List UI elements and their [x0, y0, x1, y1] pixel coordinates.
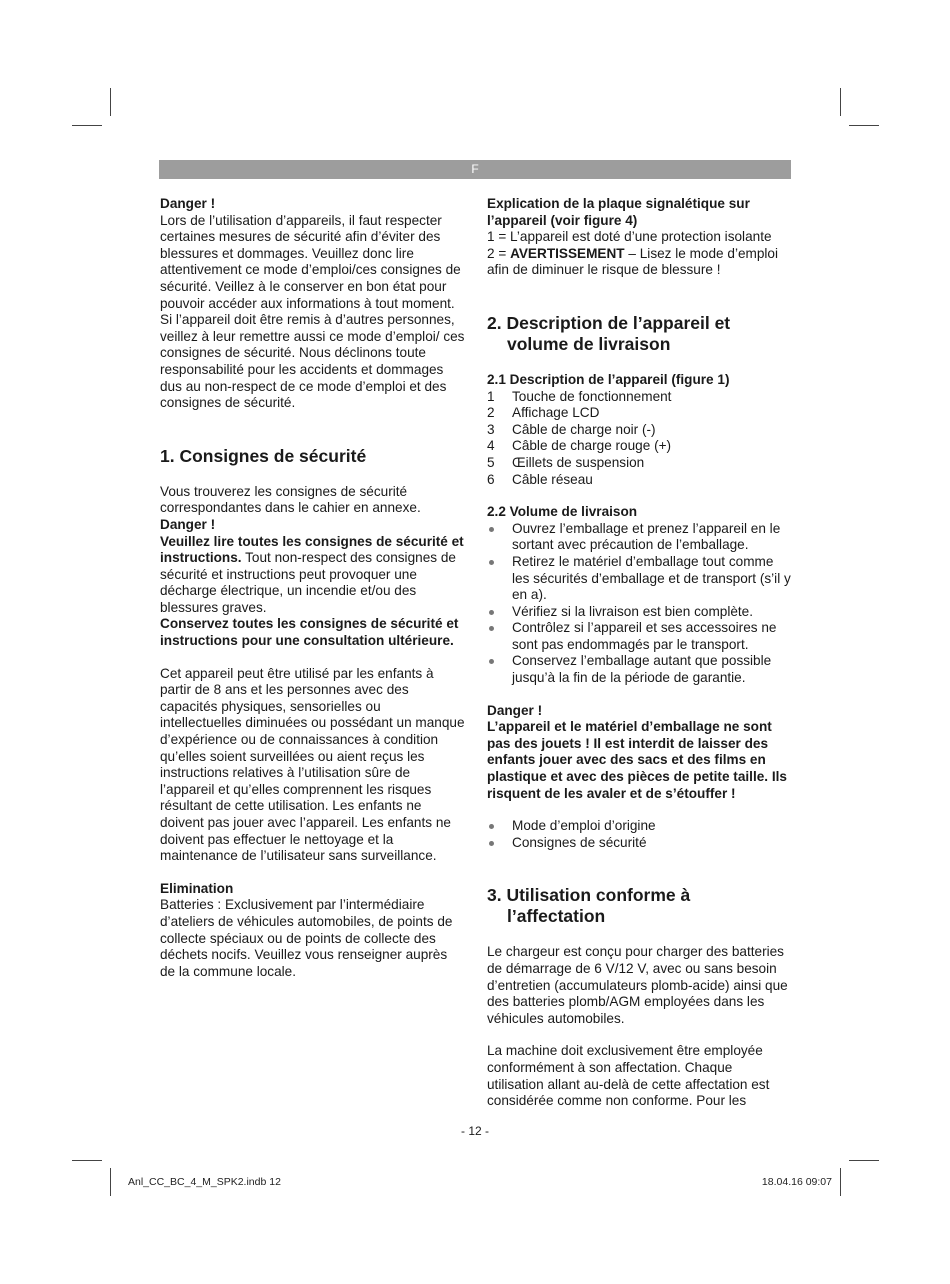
list-item: [487, 405, 792, 422]
item-label: Câble de charge rouge (+): [512, 438, 672, 454]
bullet-icon: [487, 554, 512, 604]
section-2-1-heading: 2.1 Description de l’appareil (figure 1): [487, 371, 730, 387]
item-number: 2: [487, 405, 495, 421]
section-2-heading: [487, 313, 792, 355]
danger-title: Danger !: [160, 196, 216, 211]
danger-packaging-text: L’appareil et le matériel d’emballage ne sont pas des jouets ! Il est interdit de laisser des enfants jouer avec des sacs et des films en plastique et avec des pièces de petite taille. Ils risquent de les avaler et de s’étouffer !: [487, 719, 787, 801]
list-item: [487, 835, 792, 852]
danger-instructions-text: Tout non-respect des consignes de sécurité et instructions peut provoquer une décharge électrique, un incendie et/ou des blessures graves.: [160, 550, 456, 615]
children-paragraph: Cet appareil peut être utilisé par les enfants à partir de 8 ans et les personnes avec des capacités physiques, sensorielles ou intellectuelles diminuées ou possédant un manque d’expérience ou de connaissances à condition qu’elles soient surveillées ou aient reçus les instructions relatives à l’utilisation sûre de l’appareil et qu’elles comprennent les risques résultant de cette utilisation. Les enfants ne doivent pas jouer avec l’appareil. Les enfants ne doivent pas effectuer le nettoyage et la maintenance de l’utilisateur sans surveillance.: [160, 665, 465, 864]
item-number: 3: [487, 421, 495, 437]
item-label: Câble de charge noir (-): [512, 421, 656, 437]
item-label: Affichage LCD: [512, 405, 600, 421]
danger-instructions: [160, 534, 465, 617]
bullet-icon: [487, 604, 512, 621]
plate-item-2: [487, 246, 792, 279]
plate-item-1: 1 = L’appareil est doté d’une protection isolante: [487, 229, 772, 245]
crop-mark: [849, 1160, 879, 1161]
list-item: [487, 818, 792, 835]
footer-timestamp: 18.04.16 09:07: [761, 1176, 832, 1188]
list-item: [487, 521, 792, 554]
section-3-heading-line1: 3. Utilisation conforme à: [487, 885, 691, 906]
section-3-heading-line2: l’affectation: [507, 906, 606, 927]
elimination-text: Batteries : Exclusivement par l’intermédiaire d’ateliers de véhicules automobiles, de points de collecte spéciaux ou de points de collecte des déchets nocifs. Veuillez vous renseigner auprès de la commune locale.: [160, 897, 453, 979]
item-label: Œillets de suspension: [512, 454, 645, 470]
crop-mark: [840, 1168, 841, 1196]
right-column: [487, 196, 792, 1110]
plate-item-2-text: – Lisez le mode d’emploi afin de diminuer le risque de blessure !: [487, 245, 779, 278]
included-list: [487, 818, 792, 851]
left-column: [160, 196, 465, 980]
section-1-intro: Vous trouverez les consignes de sécurité correspondantes dans le cahier en annexe.: [160, 483, 421, 516]
item-text: Retirez le matériel d’emballage tout comme les sécurités d’emballage et de transport (s’il y en a).: [512, 553, 791, 603]
crop-mark: [72, 1160, 102, 1161]
delivery-list: [487, 521, 792, 687]
language-bar: [159, 160, 791, 179]
bullet-icon: [487, 620, 512, 653]
danger-title: Danger !: [160, 516, 216, 532]
list-item: [487, 422, 792, 439]
item-text: Conservez l’emballage autant que possible jusqu’à la fin de la période de garantie.: [512, 653, 772, 686]
item-text: Ouvrez l’emballage et prenez l’appareil en le sortant avec précaution de l’emballage.: [512, 520, 781, 553]
list-item: [487, 554, 792, 604]
item-number: 5: [487, 454, 495, 470]
section-3-paragraph: Le chargeur est conçu pour charger des batteries de démarrage de 6 V/12 V, avec ou sans besoin d’entretien (accumulateurs plomb-acide) ainsi que des batteries plomb/AGM employées dans les véhicules automobiles.: [487, 944, 788, 1026]
plate-item-2-prefix: 2 =: [487, 245, 511, 261]
list-item: [487, 604, 792, 621]
section-3-paragraph: La machine doit exclusivement être employée conformément à son affectation. Chaque utilisation allant au-delà de cette affectation est considérée comme non conforme. Pour les: [487, 1043, 770, 1109]
section-2-heading-line1: 2. Description de l’appareil et: [487, 312, 731, 333]
item-text: Vérifiez si la livraison est bien complète.: [512, 603, 754, 619]
item-number: 4: [487, 438, 495, 454]
section-2-heading-line2: volume de livraison: [507, 333, 671, 354]
item-number: 1: [487, 388, 495, 404]
list-item: [487, 438, 792, 455]
danger-text: Lors de l’utilisation d’appareils, il faut respecter certaines mesures de sécurité afin d’éviter des blessures et dommages. Veuillez donc lire attentivement ce mode d’emploi/ces consignes de sécurité. Veillez à le conserver en bon état pour pouvoir accéder aux informations à tout moment. Si l’appareil doit être remis à d’autres personnes, veillez à leur remettre aussi ce mode d’emploi/ ces consignes de sécurité. Nous déclinons toute responsabilité pour les accidents et dommages dus au non-respect de ce mode d’emploi et des consignes de sécurité.: [160, 212, 465, 411]
item-text: Mode d’emploi d’origine: [512, 818, 656, 834]
list-item: [487, 653, 792, 686]
warning-label: AVERTISSEMENT: [510, 245, 625, 261]
bullet-icon: [487, 653, 512, 686]
section-1-heading: 1. Consignes de sécurité: [160, 445, 367, 466]
item-label: Touche de fonctionnement: [512, 388, 672, 404]
page-number: - 12 -: [460, 1124, 489, 1138]
elimination-title: Elimination: [160, 880, 234, 896]
crop-mark: [110, 1168, 111, 1196]
crop-mark: [849, 125, 879, 126]
section-3-heading: [487, 885, 792, 927]
list-item: [487, 472, 792, 489]
list-item: [487, 455, 792, 472]
crop-mark: [110, 88, 111, 116]
bullet-icon: [487, 521, 512, 554]
footer-filename: Anl_CC_BC_4_M_SPK2.indb 12: [128, 1176, 281, 1188]
plate-title: Explication de la plaque signalétique sur l’appareil (voir figure 4): [487, 196, 750, 228]
item-text: Consignes de sécurité: [512, 834, 647, 850]
item-text: Contrôlez si l’appareil et ses accessoires ne sont pas endommagés par le transport.: [512, 620, 777, 652]
parts-list: [487, 389, 792, 489]
list-item: [487, 389, 792, 406]
keep-instructions: Conservez toutes les consignes de sécurité et instructions pour une consultation ultérieure.: [160, 616, 459, 649]
section-2-2-heading: 2.2 Volume de livraison: [487, 504, 638, 520]
bullet-icon: [487, 835, 512, 852]
danger-instructions-bold: Veuillez lire toutes les consignes de sécurité et instructions.: [160, 533, 464, 566]
bullet-icon: [487, 818, 512, 835]
crop-mark: [840, 88, 841, 116]
language-code: F: [471, 162, 479, 176]
danger-title: Danger !: [487, 702, 543, 718]
item-number: 6: [487, 471, 495, 487]
crop-mark: [72, 125, 102, 126]
item-label: Câble réseau: [512, 471, 593, 487]
list-item: [487, 620, 792, 653]
